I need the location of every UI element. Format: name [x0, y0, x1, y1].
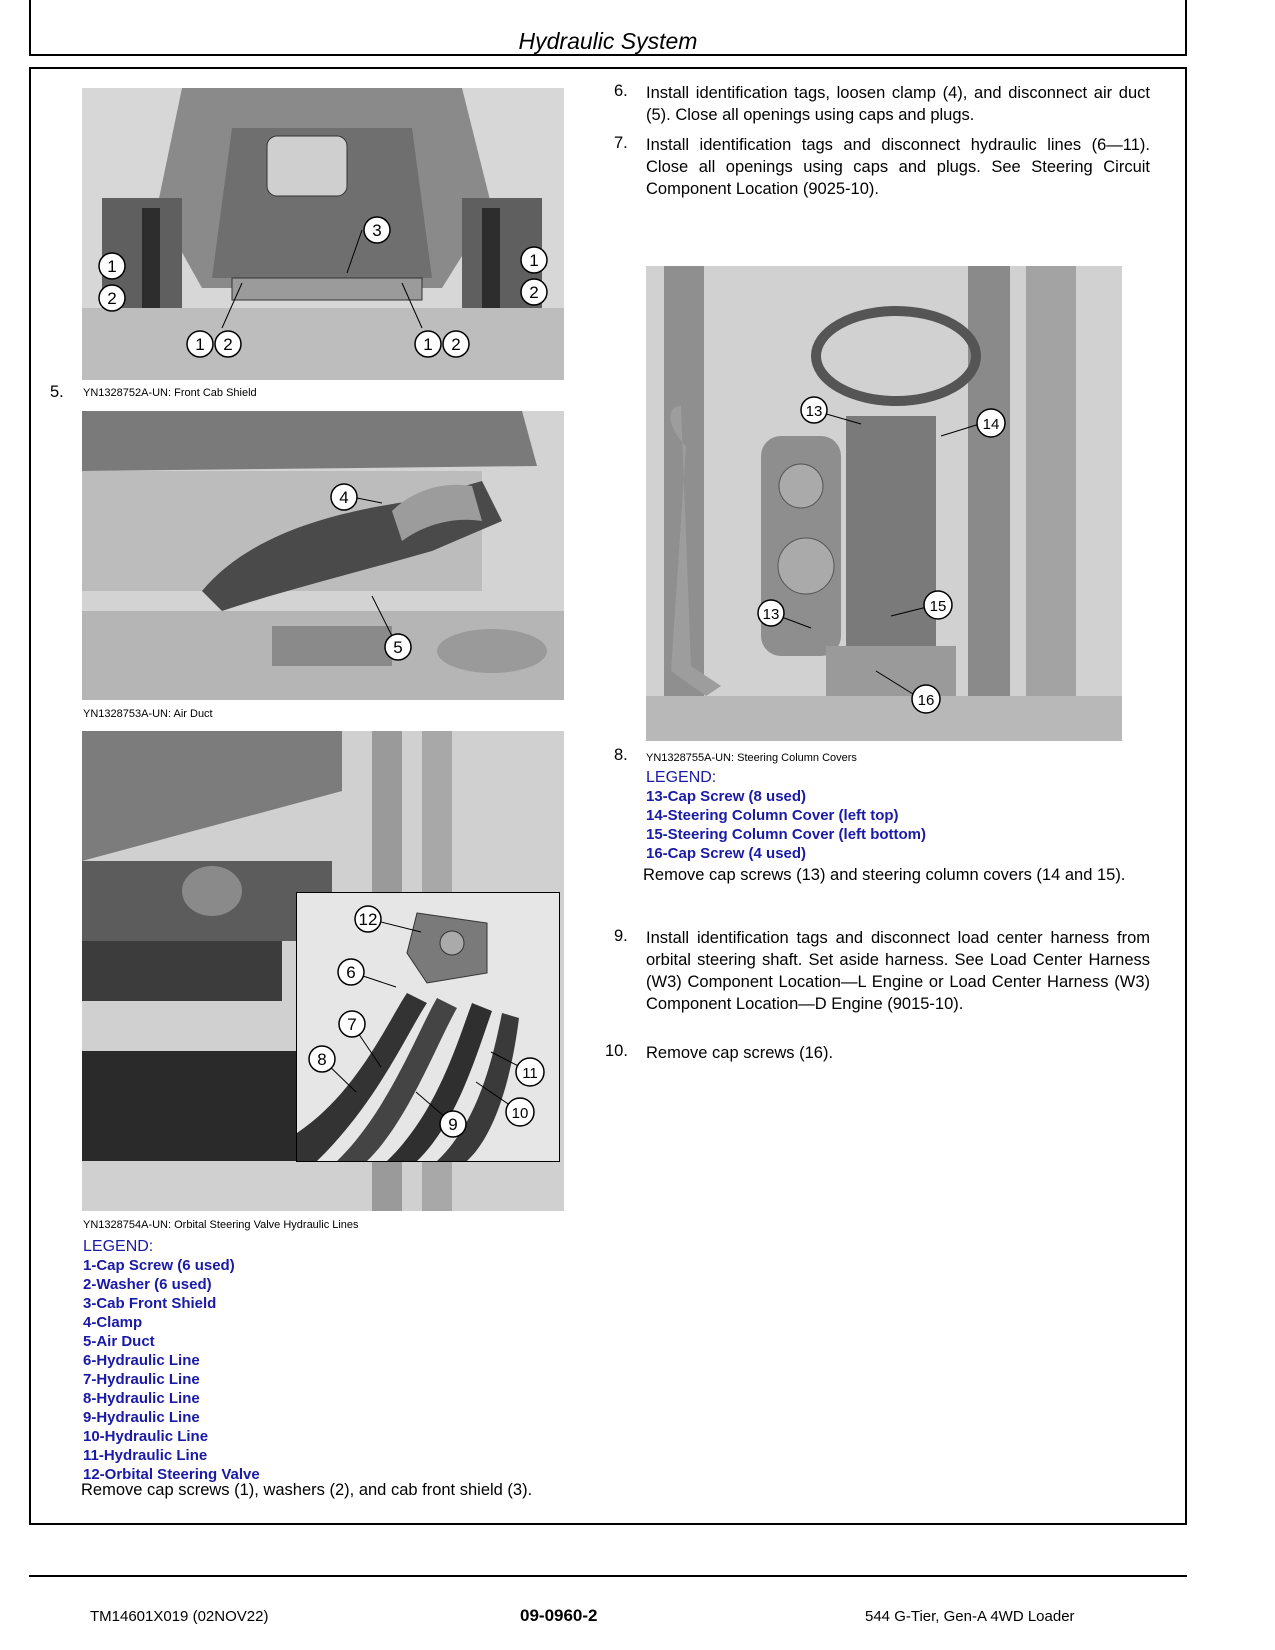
callout-4 — [331, 484, 382, 510]
legend-item: 12-Orbital Steering Valve — [83, 1466, 260, 1483]
steering-covers-caption: YN1328755A-UN: Steering Column Covers — [646, 752, 857, 764]
callout-7 — [339, 1011, 381, 1067]
air-duct-callouts — [82, 411, 564, 700]
step-7-text: Install identification tags and disconnect hydraulic lines (6—11). Close all openings using caps and plugs. See Steering Circuit Component Location (9025-10). — [646, 136, 1150, 198]
callout-14-label: 14 — [982, 416, 1000, 433]
orbital-valve-callouts — [296, 892, 558, 1160]
callout-2-left — [99, 285, 125, 311]
callout-9-label: 9 — [448, 1115, 458, 1134]
step-7-number: 7. — [614, 134, 628, 152]
callout-2-center-right-label: 2 — [451, 335, 461, 354]
legend-item: 2-Washer (6 used) — [83, 1276, 212, 1293]
legend-item: 11-Hydraulic Line — [83, 1447, 208, 1464]
step-9-text: Install identification tags and disconnect load center harness from orbital steering shaft. Set aside harness. See Load Center Harness (W3) Component Location—L Engine or Load Center Harness (W3) Component Location—D Engine (9015-10). — [646, 929, 1150, 1013]
air-duct-caption: YN1328753A-UN: Air Duct — [83, 708, 213, 720]
callout-12-label: 12 — [358, 910, 378, 929]
step-10-number: 10. — [605, 1042, 628, 1060]
step-6-text: Install identification tags, loosen clamp (4), and disconnect air duct (5). Close all openings using caps and plugs. — [646, 84, 1150, 124]
callout-1-2-center-right — [402, 283, 469, 357]
legend-left — [83, 1237, 563, 1484]
callout-1-right-label: 1 — [529, 251, 539, 270]
steering-covers-callouts — [646, 266, 1122, 741]
callout-12 — [355, 906, 421, 932]
callout-1-center-right-label: 1 — [423, 335, 433, 354]
callout-11-label: 11 — [522, 1065, 538, 1082]
callout-1-center-left-label: 1 — [195, 335, 205, 354]
callout-6 — [338, 959, 396, 987]
footer-rule — [29, 1575, 1187, 1577]
callout-5 — [372, 596, 411, 660]
page-title: Hydraulic System — [518, 28, 698, 54]
legend-item: 15-Steering Column Cover (left bottom) — [646, 826, 927, 843]
callout-8 — [309, 1046, 356, 1092]
callout-7-label: 7 — [347, 1015, 357, 1034]
callout-13-top-label: 13 — [805, 403, 823, 420]
step-8-number: 8. — [614, 746, 628, 764]
legend-item: 1-Cap Screw (6 used) — [83, 1257, 235, 1274]
footer-machine-name: 544 G-Tier, Gen-A 4WD Loader — [865, 1608, 1075, 1625]
callout-13-bottom — [758, 600, 811, 628]
callout-1-right — [521, 247, 547, 273]
legend-item: 8-Hydraulic Line — [83, 1390, 200, 1407]
legend-right — [646, 768, 1146, 863]
step-10-text: Remove cap screws (16). — [646, 1044, 834, 1062]
callout-10 — [476, 1082, 534, 1126]
step-5-number: 5. — [50, 383, 64, 401]
step-6-number: 6. — [614, 82, 628, 100]
callout-1-left — [99, 253, 125, 279]
front-cab-shield-caption: YN1328752A-UN: Front Cab Shield — [83, 387, 257, 399]
step-8-text: Remove cap screws (13) and steering column covers (14 and 15). — [643, 866, 1126, 884]
callout-1-left-label: 1 — [107, 257, 117, 276]
callout-16-label: 16 — [917, 692, 935, 709]
callout-2-left-label: 2 — [107, 289, 117, 308]
callout-2-right — [521, 279, 547, 305]
callout-2-center-left-label: 2 — [223, 335, 233, 354]
legend-item: 7-Hydraulic Line — [83, 1371, 200, 1388]
orbital-valve-caption: YN1328754A-UN: Orbital Steering Valve Hydraulic Lines — [83, 1219, 359, 1231]
callout-8-label: 8 — [317, 1050, 327, 1069]
legend-item: 6-Hydraulic Line — [83, 1352, 200, 1369]
legend-item: 10-Hydraulic Line — [83, 1428, 209, 1445]
callout-1-2-center-left — [187, 283, 242, 357]
callout-11 — [491, 1052, 544, 1086]
footer-doc-id: TM14601X019 (02NOV22) — [90, 1608, 269, 1625]
callout-16 — [876, 671, 940, 713]
step-5-text: Remove cap screws (1), washers (2), and cab front shield (3). — [81, 1481, 533, 1499]
callout-15 — [891, 591, 952, 619]
callout-2-right-label: 2 — [529, 283, 539, 302]
callout-5-label: 5 — [393, 638, 403, 657]
legend-item: 5-Air Duct — [83, 1333, 155, 1350]
legend-item: 4-Clamp — [83, 1314, 143, 1331]
callout-3 — [347, 217, 390, 273]
step-9-number: 9. — [614, 927, 628, 945]
callout-4-label: 4 — [339, 488, 349, 507]
legend-item: 13-Cap Screw (8 used) — [646, 788, 807, 805]
legend-item: 14-Steering Column Cover (left top) — [646, 807, 899, 824]
front-cab-shield-callouts — [82, 88, 564, 380]
legend-left-heading: LEGEND: — [83, 1238, 154, 1255]
callout-10-label: 10 — [511, 1105, 529, 1122]
callout-6-label: 6 — [346, 963, 356, 982]
callout-9 — [416, 1092, 466, 1137]
legend-item: 9-Hydraulic Line — [83, 1409, 200, 1426]
legend-item: 16-Cap Screw (4 used) — [646, 845, 807, 862]
callout-15-label: 15 — [929, 598, 947, 615]
callout-13-top — [801, 397, 861, 424]
callout-13-bottom-label: 13 — [762, 606, 780, 623]
callout-14 — [941, 409, 1005, 437]
footer-page-number: 09-0960-2 — [520, 1606, 598, 1625]
callout-3-label: 3 — [372, 221, 382, 240]
legend-right-heading: LEGEND: — [646, 769, 717, 786]
legend-item: 3-Cab Front Shield — [83, 1295, 217, 1312]
